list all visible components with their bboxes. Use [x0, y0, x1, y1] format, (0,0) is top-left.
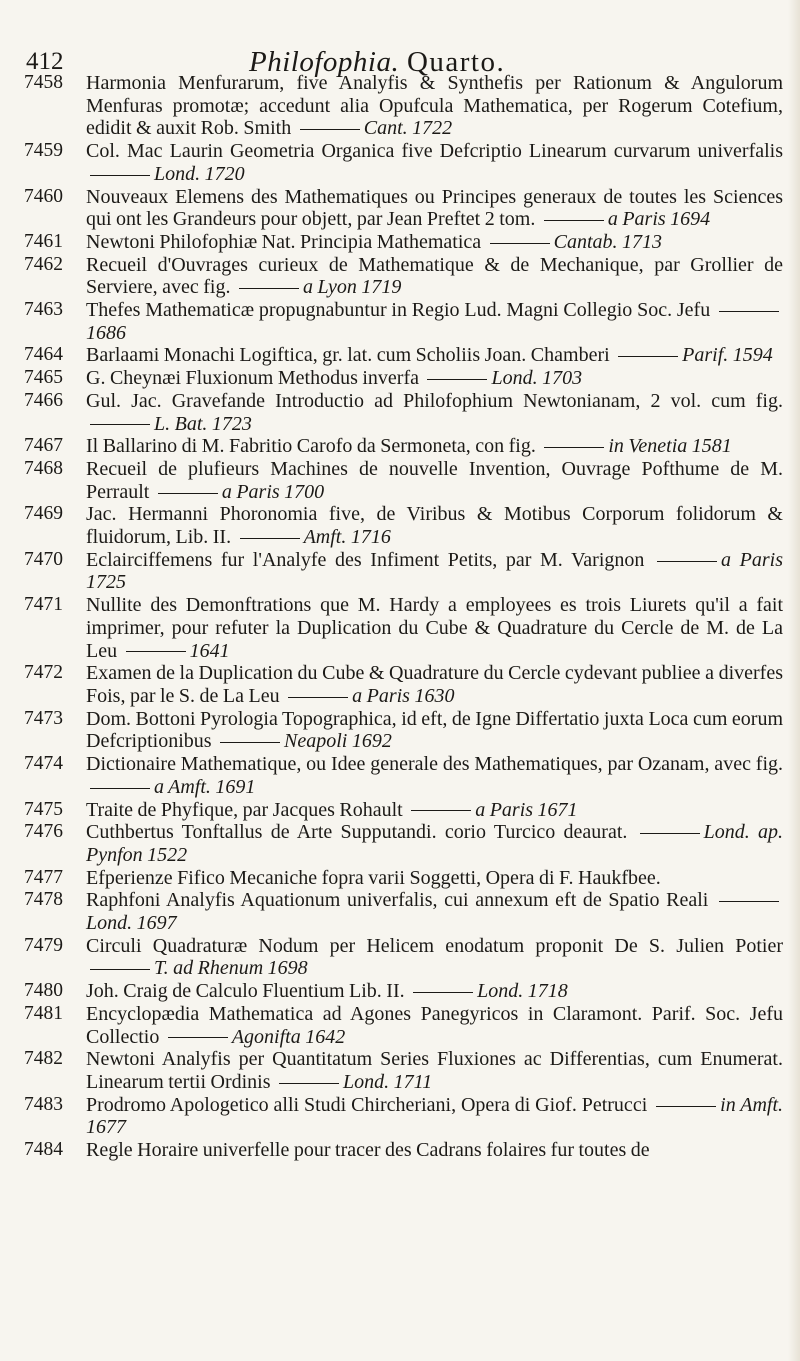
entry-imprint: a Paris 1725: [86, 548, 784, 594]
leader-dash: [544, 447, 604, 448]
entry-number: 7459: [24, 140, 63, 162]
entry-imprint: Lond. ap. Pynfon 1522: [86, 821, 784, 866]
entry-number: 7475: [24, 798, 63, 820]
catalog-entry: [24, 548, 784, 594]
leader-dash: [411, 810, 471, 811]
entry-title: Joh. Craig de Calculo Fluentium Lib. II.: [86, 980, 405, 1003]
entry-number: 7460: [24, 185, 63, 207]
entry-number: 7474: [24, 753, 63, 775]
entry-imprint: a Paris 1700: [221, 480, 325, 503]
entry-title: Encyclopædia Mathematica ad Agones Panegyricos in Claramont. Parif. Soc. Jefu Collectio: [86, 1002, 783, 1048]
entry-imprint: L. Bat. 1723: [154, 412, 252, 435]
leader-dash: [657, 561, 717, 562]
entry-description: [43, 72, 783, 140]
format-label: Quarto.: [406, 46, 506, 78]
entry-description: [43, 821, 783, 866]
entry-title: Thefes Mathematicæ propugnabuntur in Regio Lud. Magni Collegio Soc. Jefu: [86, 299, 711, 322]
page-header: [24, 8, 776, 78]
entry-imprint: Neapoli 1692: [284, 730, 392, 753]
leader-dash: [719, 901, 779, 902]
entry-title: Col. Mac Laurin Geometria Organica five Defcriptio Linearum curvarum univerfalis: [86, 140, 783, 163]
entry-description: [43, 799, 783, 822]
entry-imprint: Lond. 1711: [343, 1070, 433, 1093]
entry-title: Traite de Phyfique, par Jacques Rohault: [86, 798, 403, 821]
catalog-entry: [24, 140, 783, 185]
entry-title: Newtoni Analyfis per Quantitatum Series Fluxiones ac Differentias, cum Enumerat. Linearum tertii Ordinis: [86, 1048, 783, 1093]
entry-imprint: Cantab. 1713: [553, 230, 663, 253]
entry-number: 7472: [24, 662, 63, 684]
entry-title: Regle Horaire univerfelle pour tracer des Cadrans folaires fur toutes de: [86, 1139, 650, 1162]
running-title-text: Philofophia.: [249, 46, 400, 78]
catalog-entry: [24, 435, 783, 458]
entry-imprint: Amft. 1716: [303, 526, 391, 549]
entry-number: 7480: [24, 980, 63, 1002]
entry-imprint: T. ad Rhenum 1698: [154, 957, 308, 980]
entry-description: [43, 980, 783, 1003]
entry-imprint: Lond. 1697: [86, 912, 177, 935]
catalog-entry: [24, 185, 783, 231]
catalog-entry: [24, 594, 783, 662]
entry-imprint: Lond. 1703: [491, 367, 583, 390]
entry-number: 7458: [24, 72, 63, 93]
leader-dash: [240, 538, 300, 539]
catalog-entry: [24, 1139, 783, 1162]
leader-dash: [640, 833, 700, 834]
entry-number: 7476: [24, 821, 63, 843]
entry-title: Nouveaux Elemens des Mathematiques ou Principes generaux de toutes les Sciences qui ont les Grandeurs pour objett, par Jean Preftet 2 tom.: [86, 185, 783, 231]
entry-imprint: a Paris 1694: [607, 208, 711, 231]
leader-dash: [427, 379, 487, 380]
entry-number: 7479: [24, 934, 63, 956]
entry-number: 7471: [24, 594, 63, 616]
entry-title: Barlaami Monachi Logiftica, gr. lat. cum Scholiis Joan. Chamberi: [86, 344, 610, 367]
entry-description: [43, 254, 783, 299]
entry-number: 7465: [24, 367, 63, 389]
leader-dash: [90, 788, 150, 789]
leader-dash: [279, 1083, 339, 1084]
entry-description: [43, 367, 783, 390]
entry-number: 7462: [24, 253, 63, 275]
leader-dash: [90, 175, 150, 176]
page-number: 412: [26, 48, 64, 75]
catalog-entry: [24, 662, 783, 707]
entry-description: [43, 458, 783, 503]
entry-title: Dictionaire Mathematique, ou Idee generale des Mathematiques, par Ozanam, avec fig.: [86, 753, 783, 776]
entry-description: [43, 390, 783, 435]
catalog-entry: [24, 299, 783, 344]
entry-title: Examen de la Duplication du Cube & Quadrature du Cercle cydevant publiee a diverfes Fois, par le S. de La Leu: [86, 662, 783, 707]
entry-title: Efperienze Fifico Mecaniche fopra varii Soggetti, Opera di F. Haukfbee.: [86, 866, 661, 889]
entry-imprint: a Amft. 1691: [154, 775, 256, 798]
catalog-entry: [24, 253, 783, 299]
leader-dash: [90, 969, 150, 970]
catalog-entry: [24, 889, 783, 935]
entry-title: Newtoni Philofophiæ Nat. Principia Mathematica: [86, 230, 482, 253]
entry-description: [43, 1139, 783, 1162]
catalog-entry: [24, 934, 783, 980]
catalog-entry: [24, 798, 783, 822]
entry-description: [43, 549, 783, 594]
entry-number: 7461: [24, 230, 63, 252]
entry-title: Harmonia Menfurarum, five Analyfis & Synthefis per Rationum & Angulorum Menfuras promotæ; accedunt alia Opufcula Mathematica, per Rogerum Cotefium, edidit & auxit Rob. Smith: [86, 72, 783, 140]
entry-description: [43, 889, 783, 934]
entry-title: Raphfoni Analyfis Aquationum univerfalis, cui annexum eft de Spatio Reali: [86, 889, 709, 912]
entry-title: Gul. Jac. Gravefande Introductio ad Philofophium Newtonianam, 2 vol. cum fig.: [86, 389, 783, 412]
entry-title: Jac. Hermanni Phoronomia five, de Viribus & Motibus Corporum folidorum & fluidorum, Lib. II.: [86, 503, 783, 549]
catalog-entry: [24, 866, 783, 890]
entry-description: [43, 435, 783, 458]
entry-number: 7477: [24, 866, 63, 888]
leader-dash: [490, 243, 550, 244]
entry-number: 7464: [24, 344, 63, 366]
leader-dash: [656, 1106, 716, 1107]
entry-imprint: a Paris 1630: [352, 684, 455, 707]
catalog-entry: [24, 503, 783, 549]
catalog-entry: [24, 457, 783, 503]
entry-imprint: Agonifta 1642: [231, 1025, 346, 1048]
leader-dash: [239, 288, 299, 289]
leader-dash: [544, 220, 604, 221]
entry-description: [43, 140, 783, 185]
entry-description: [43, 186, 783, 231]
catalog-entry: [24, 389, 783, 435]
entry-title: Nullite des Demonftrations que M. Hardy a employees es trois Liurets qu'il a fait imprimer, pour refuter la Duplication du Cube & Quadrature du Cercle de M. de La Leu: [86, 594, 783, 662]
entry-description: [43, 503, 783, 548]
entry-number: 7478: [24, 889, 63, 911]
entry-title: Eclairciffemens fur l'Analyfe des Infiment Petits, par M. Varignon: [86, 548, 645, 571]
entry-imprint: Cant. 1722: [363, 117, 453, 140]
entry-description: [43, 1094, 783, 1139]
catalog-entry: [24, 1093, 784, 1139]
entry-title: Prodromo Apologetico alli Studi Chircheriani, Opera di Giof. Petrucci: [86, 1093, 648, 1116]
entry-description: [43, 594, 783, 662]
entry-number: 7466: [24, 389, 63, 411]
entry-number: 7483: [24, 1093, 63, 1115]
entry-imprint: Parif. 1594: [682, 344, 773, 367]
entry-imprint: a Paris 1671: [475, 798, 578, 821]
entry-description: [43, 344, 783, 367]
entry-description: [43, 867, 783, 890]
entry-imprint: in Venetia 1581: [608, 435, 732, 458]
entry-imprint: Lond. 1720: [154, 162, 245, 185]
entry-imprint: a Lyon 1719: [302, 276, 402, 299]
catalog-entry: [24, 230, 783, 254]
entry-imprint: 1686: [86, 321, 126, 344]
entry-description: [43, 662, 783, 707]
entry-description: [43, 1003, 783, 1048]
catalog-entry: [24, 1048, 783, 1093]
entry-imprint: Lond. 1718: [477, 980, 568, 1003]
entry-number: 7463: [24, 299, 63, 321]
catalog-entry: [24, 980, 783, 1003]
catalog-entry: [24, 1002, 783, 1048]
entry-description: [43, 1048, 783, 1093]
entry-title: Recueil d'Ouvrages curieux de Mathematique & de Mechanique, par Grollier de Serviere, avec fig.: [86, 253, 783, 299]
catalog-entry: [24, 344, 783, 367]
leader-dash: [168, 1037, 228, 1038]
entry-imprint: 1641: [189, 639, 230, 662]
entry-title: Cuthbertus Tonftallus de Arte Supputandi. corio Turcico deaurat.: [86, 821, 628, 844]
entry-title: Il Ballarino di M. Fabritio Carofo da Sermoneta, con fig.: [86, 435, 536, 458]
entry-number: 7470: [24, 548, 63, 570]
catalog-entry: [24, 367, 783, 390]
leader-dash: [719, 311, 779, 312]
entry-number: 7481: [24, 1002, 63, 1024]
entry-description: [43, 708, 783, 753]
leader-dash: [220, 742, 280, 743]
leader-dash: [300, 129, 360, 130]
catalog-entry: [24, 821, 784, 866]
entry-number: 7468: [24, 457, 63, 479]
entry-number: 7473: [24, 707, 63, 729]
entry-number: 7484: [24, 1139, 63, 1161]
catalog-entry: [24, 707, 783, 753]
entry-title: Recueil de plufieurs Machines de nouvelle Invention, Ouvrage Pofthume de M. Perrault: [86, 457, 783, 503]
catalog-entry: [24, 72, 783, 140]
leader-dash: [126, 651, 186, 652]
leader-dash: [158, 493, 218, 494]
entry-description: [43, 935, 783, 980]
entry-number: 7469: [24, 503, 63, 525]
entry-description: [43, 753, 783, 798]
entry-title: Dom. Bottoni Pyrologia Topographica, id eft, de Igne Differtatio juxta Loca cum eorum Defcriptionibus: [86, 707, 783, 753]
entry-number: 7482: [24, 1048, 63, 1070]
entry-title: G. Cheynæi Fluxionum Methodus inverfa: [86, 367, 419, 390]
leader-dash: [618, 356, 678, 357]
leader-dash: [413, 992, 473, 993]
leader-dash: [288, 697, 348, 698]
leader-dash: [90, 424, 150, 425]
catalog-entry: [24, 753, 783, 798]
page-edge-shadow: [788, 0, 800, 1361]
entry-title: Circuli Quadraturæ Nodum per Helicem enodatum proponit De S. Julien Potier: [86, 934, 783, 957]
entry-description: [43, 231, 783, 254]
entry-number: 7467: [24, 435, 63, 457]
entry-imprint: in Amft. 1677: [86, 1093, 784, 1139]
entry-description: [43, 299, 783, 344]
catalog-list: [0, 72, 800, 1162]
